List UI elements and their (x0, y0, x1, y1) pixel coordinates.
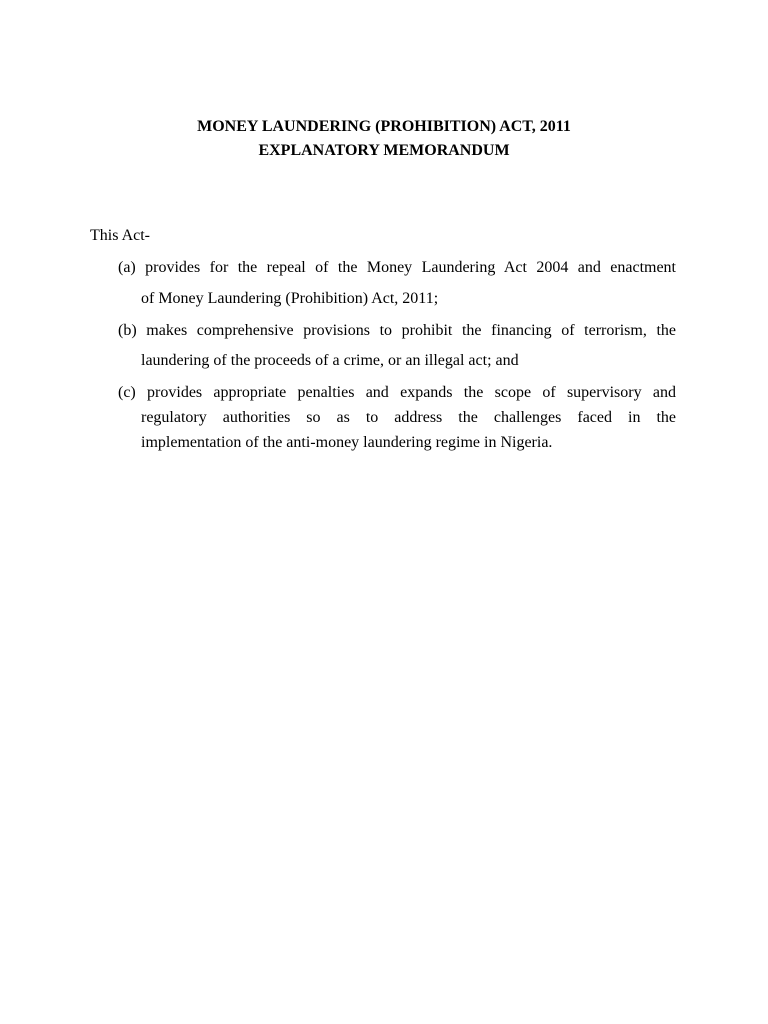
item-a-line-2: of Money Laundering (Prohibition) Act, 2011; (141, 290, 439, 307)
item-c-line-1: (c) provides appropriate penalties and expands the scope of supervisory and (118, 384, 676, 401)
item-c-line-3: implementation of the anti-money laundering regime in Nigeria. (141, 434, 553, 451)
item-a-line-1: (a) provides for the repeal of the Money Laundering Act 2004 and enactment (118, 259, 676, 276)
document-subtitle: EXPLANATORY MEMORANDUM (258, 142, 510, 159)
intro-text: This Act- (90, 227, 150, 244)
item-c-line-2: regulatory authorities so as to address the challenges faced in the (141, 409, 676, 426)
item-b-line-2: laundering of the proceeds of a crime, or an illegal act; and (141, 352, 519, 369)
document-title: MONEY LAUNDERING (PROHIBITION) ACT, 2011 (197, 118, 571, 135)
item-b-line-1: (b) makes comprehensive provisions to prohibit the financing of terrorism, the (118, 322, 676, 339)
